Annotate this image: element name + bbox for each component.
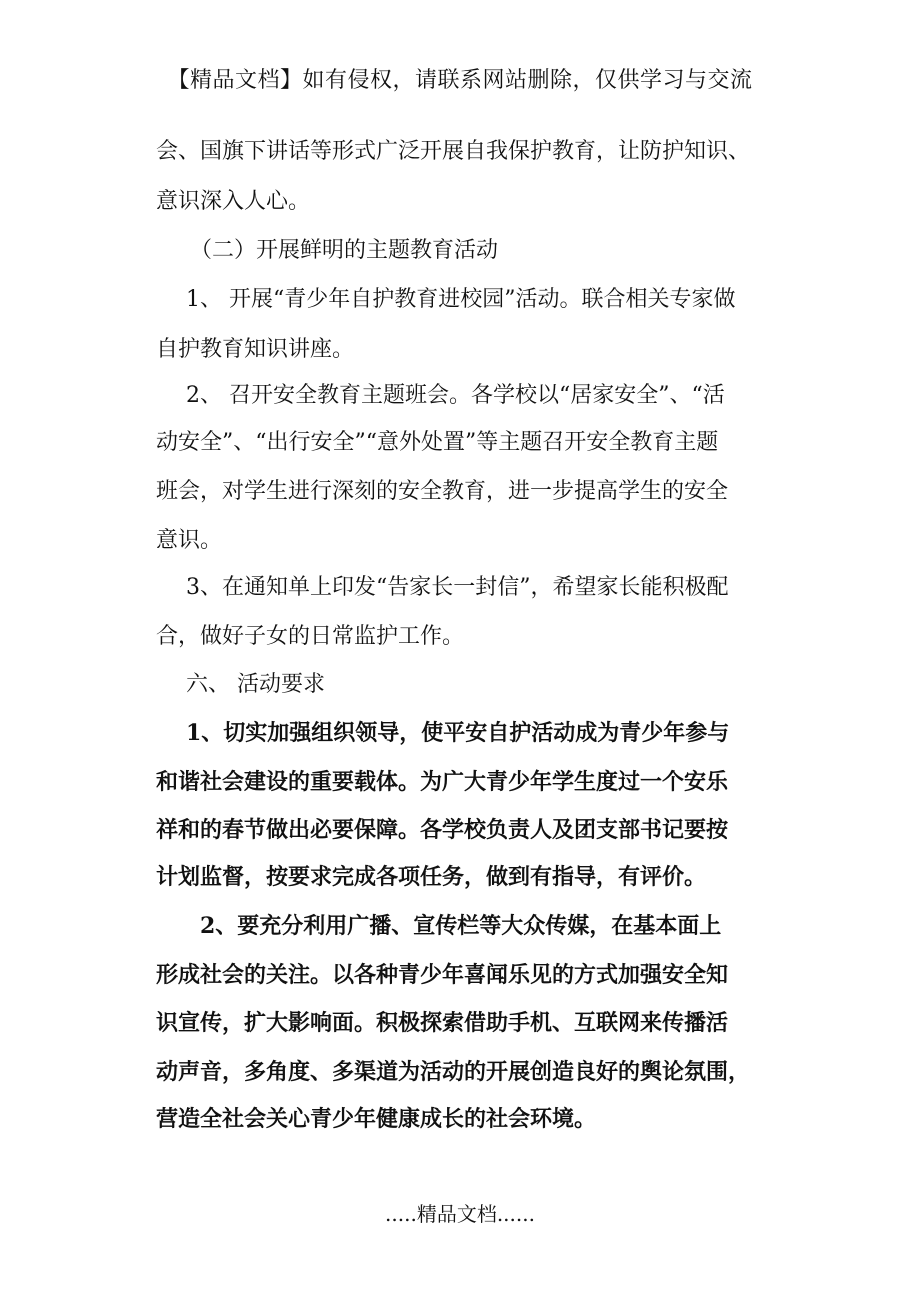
body-line: 2、要充分利用广播、宣传栏等大众传媒，在基本面上 <box>200 913 722 939</box>
section-heading: （二）开展鲜明的主题教育活动 <box>190 238 499 263</box>
body-line: 1、切实加强组织领导，使平安自护活动成为青少年参与 <box>186 720 730 746</box>
body-line: 祥和的春节做出必要保障。各学校负责人及团支部书记要按 <box>156 817 729 843</box>
body-line: 自护教育知识讲座。 <box>156 337 355 362</box>
body-line: 合，做好子女的日常监护工作。 <box>156 624 465 649</box>
body-line: 意识深入人心。 <box>156 189 311 214</box>
body-line: 2、 召开安全教育主题班会。各学校以“居家安全”、“活 <box>186 383 725 408</box>
body-line: 营造全社会关心青少年健康成长的社会环境。 <box>156 1106 597 1132</box>
body-line: 1、 开展“青少年自护教育进校园”活动。联合相关专家做 <box>186 287 736 312</box>
body-line: 意识。 <box>156 528 223 553</box>
body-line: 动声音，多角度、多渠道为活动的开展创造良好的舆论氛围， <box>156 1059 751 1085</box>
body-line: 3、在通知单上印发“告家长一封信”，希望家长能积极配 <box>186 575 729 600</box>
header-notice: 【精品文档】如有侵权，请联系网站删除，仅供学习与交流 <box>167 68 753 93</box>
body-line: 计划监督，按要求完成各项任务，做到有指导，有评价。 <box>156 864 707 890</box>
section-heading: 六、 活动要求 <box>186 672 325 697</box>
body-line: 识宣传，扩大影响面。积极探索借助手机、互联网来传播活 <box>156 1010 729 1036</box>
body-line: 班会，对学生进行深刻的安全教育，进一步提高学生的安全 <box>156 479 729 504</box>
body-line: 和谐社会建设的重要载体。为广大青少年学生度过一个安乐 <box>156 769 729 795</box>
body-line: 会、国旗下讲话等形式广泛开展自我保护教育，让防护知识、 <box>156 139 751 164</box>
body-line: 形成社会的关注。以各种青少年喜闻乐见的方式加强安全知 <box>156 962 729 988</box>
body-line: 动安全”、“出行安全”“意外处置”等主题召开安全教育主题 <box>156 430 719 455</box>
footer-watermark: .....精品文档...... <box>385 1202 535 1226</box>
